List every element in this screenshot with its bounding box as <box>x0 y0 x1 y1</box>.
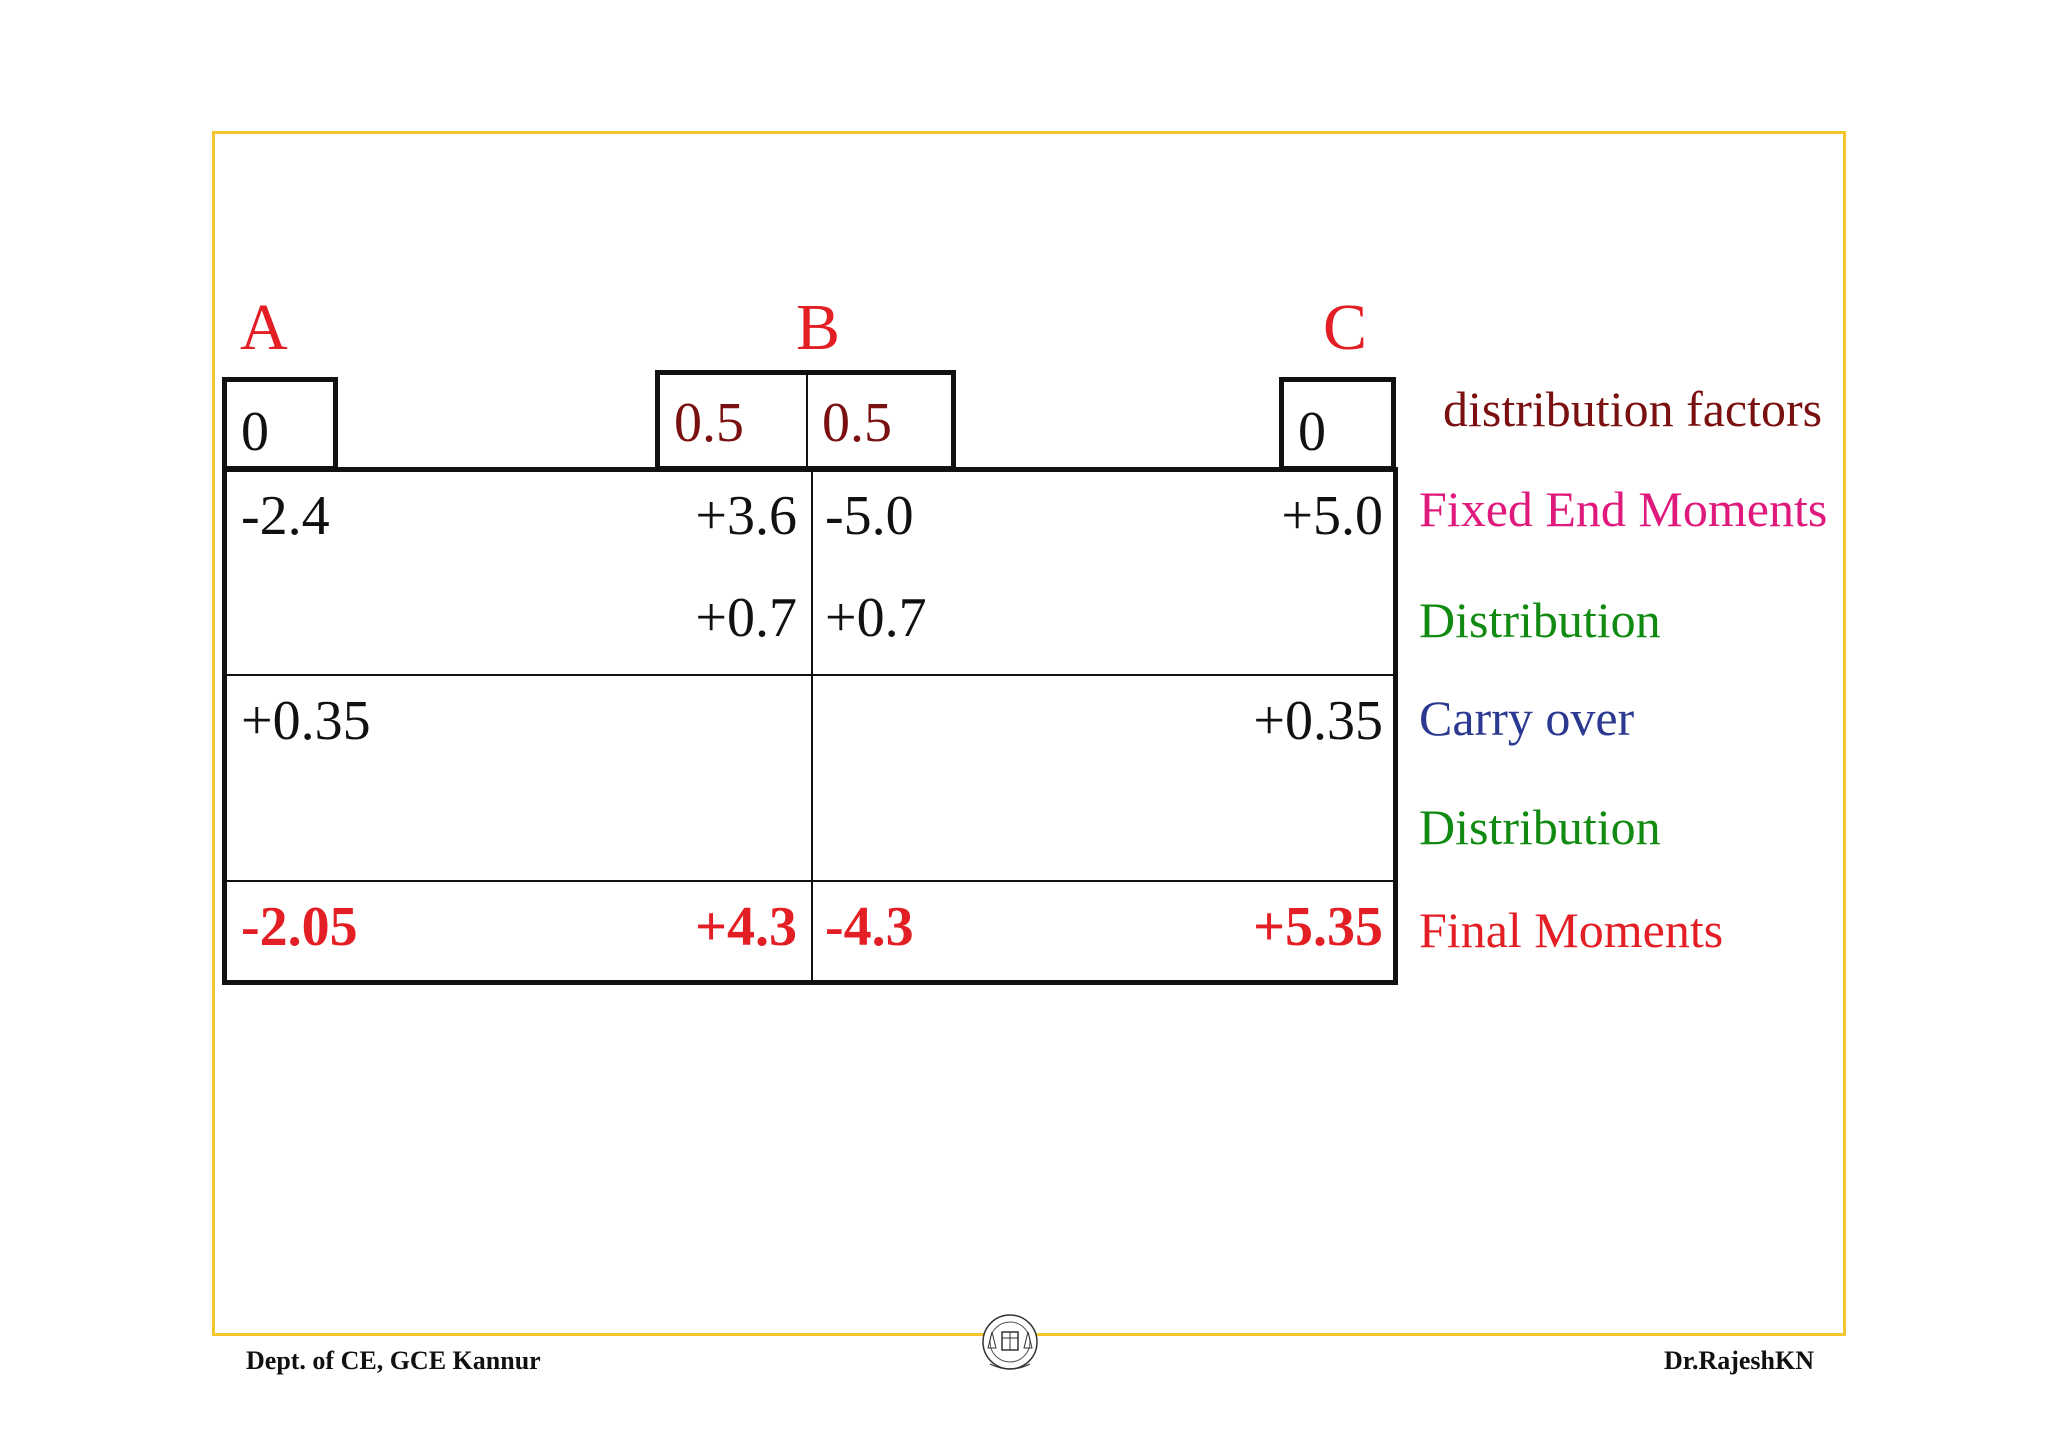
df-box-c <box>1279 377 1396 471</box>
df-c-value: 0 <box>1298 401 1326 463</box>
df-a-value: 0 <box>241 401 269 463</box>
carry-ab-a: +0.35 <box>241 690 371 752</box>
final-bc-b: -4.3 <box>825 896 914 958</box>
dist2-label: Distribution <box>1419 799 1661 855</box>
footer-author: Dr.RajeshKN <box>1664 1346 1814 1375</box>
row-divider-1 <box>227 674 1393 676</box>
fem-bc-b: -5.0 <box>825 485 914 547</box>
row-divider-2 <box>227 880 1393 882</box>
node-c-label: C <box>1323 291 1368 364</box>
final-ab-a: -2.05 <box>241 896 358 958</box>
carry-label: Carry over <box>1419 690 1635 746</box>
moment-table <box>222 467 1398 985</box>
final-bc-c: +5.35 <box>1253 896 1383 958</box>
fem-ab-b: +3.6 <box>695 485 797 547</box>
df-label: distribution factors <box>1443 381 1823 437</box>
df-b-right-value: 0.5 <box>822 392 892 454</box>
dist1-bc-b: +0.7 <box>825 587 927 649</box>
fem-label: Fixed End Moments <box>1419 481 1828 537</box>
footer-department: Dept. of CE, GCE Kannur <box>246 1346 541 1375</box>
final-label: Final Moments <box>1419 902 1724 958</box>
dist1-ab-b: +0.7 <box>695 587 797 649</box>
college-emblem-icon <box>978 1308 1042 1380</box>
node-a-label: A <box>240 291 288 364</box>
joint-b-divider <box>811 472 813 980</box>
node-b-label: B <box>796 291 841 364</box>
fem-bc-c: +5.0 <box>1281 485 1383 547</box>
df-box-b <box>655 370 956 471</box>
final-ab-b: +4.3 <box>695 896 797 958</box>
df-box-a <box>222 377 338 471</box>
df-b-divider <box>806 375 808 466</box>
dist1-label: Distribution <box>1419 592 1661 648</box>
fem-ab-a: -2.4 <box>241 485 330 547</box>
df-b-left-value: 0.5 <box>674 392 744 454</box>
carry-bc-c: +0.35 <box>1253 690 1383 752</box>
